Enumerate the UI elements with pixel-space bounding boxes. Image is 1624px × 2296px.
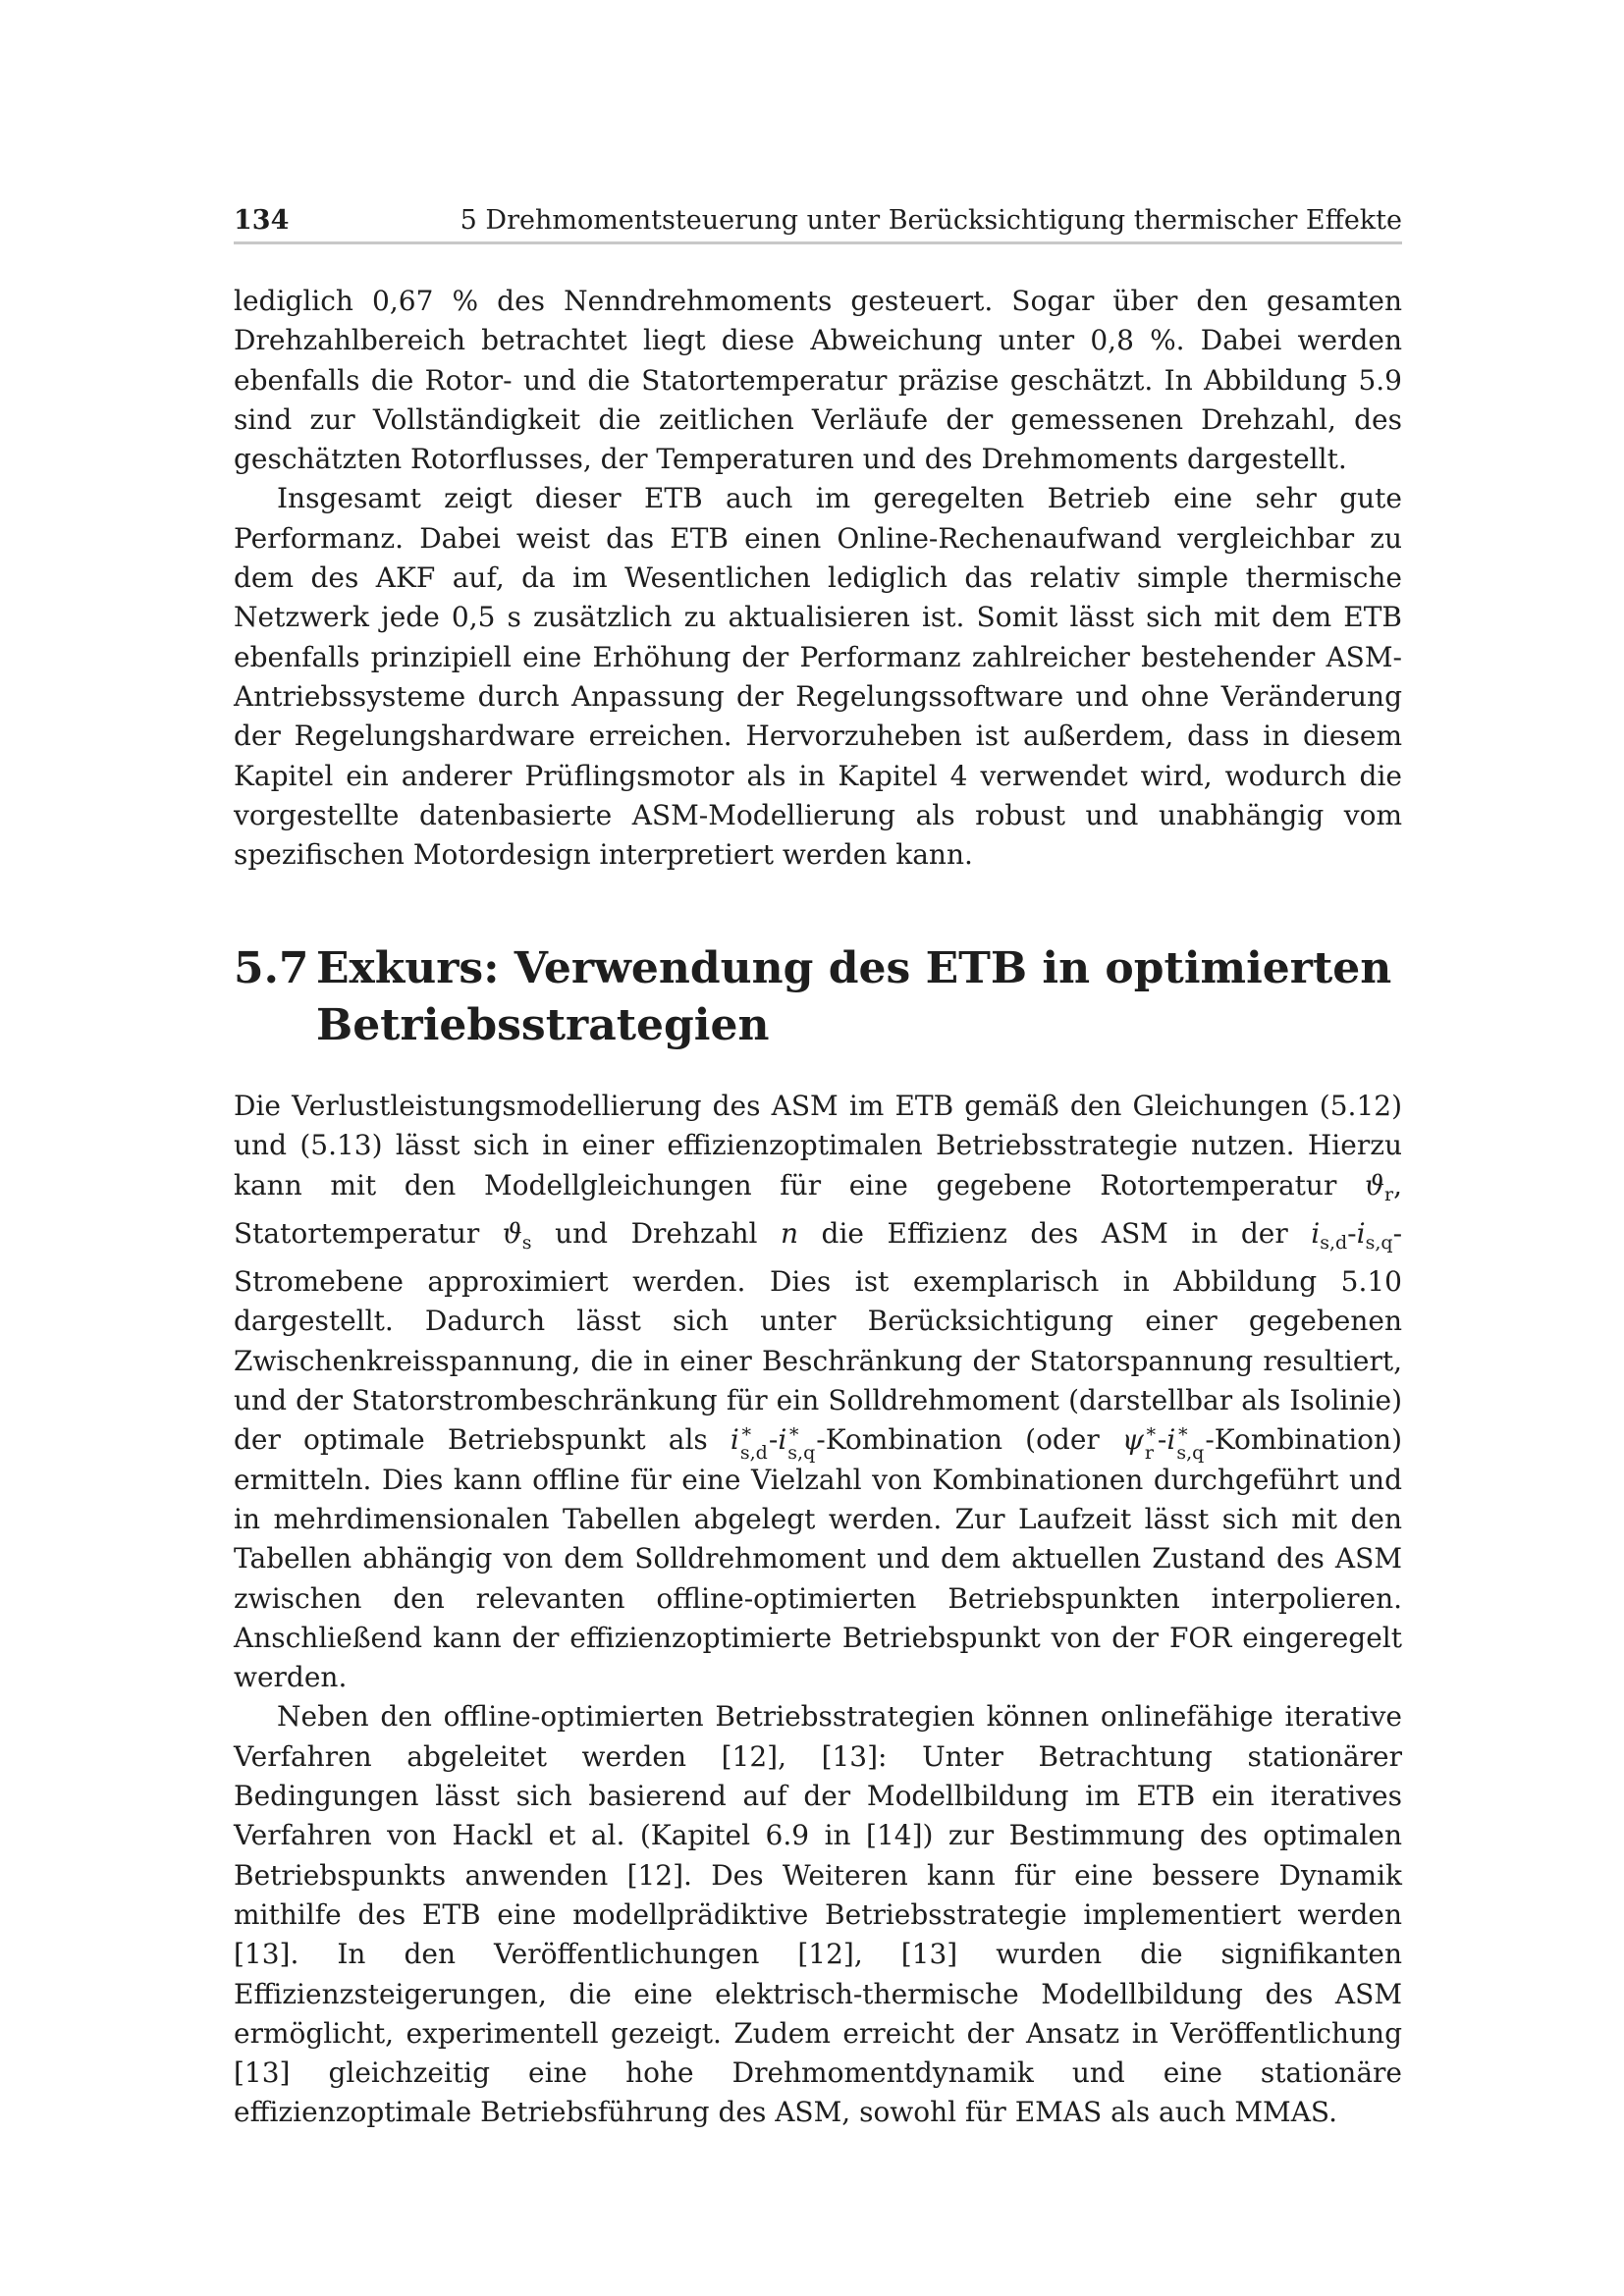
section-number: 5.7 — [234, 943, 309, 993]
page-number: 134 — [234, 205, 290, 236]
text-block-upper — [234, 282, 1402, 875]
running-header — [234, 190, 1402, 244]
text-block-lower — [234, 1087, 1402, 2133]
section-heading — [234, 940, 1402, 1054]
section-title: Exkurs: Verwendung des ETB in optimierten Betriebsstrategien — [316, 943, 1392, 1050]
paragraph-3: Die Verlustleistungsmodellierung des ASM im ETB gemäß den Gleichungen (5.12) und (5.13) lässt sich in einer effizienzoptimalen Betriebsstrategie nutzen. Hierzu kann mit den Modellgleichungen für eine gegebene Rotortemperatur $ϑ_r$, Statortemperatur $ϑ_s$ und Drehzahl n die Effizienz des ASM in der $i_{s,d}-i_{s,q}$-Stromebene approximiert werden. Dies ist exemplarisch in Abbildung 5.10 dargestellt. Dadurch lässt sich unter Berücksichtigung einer gegebenen Zwischenkreisspannung, die in einer Beschränkung der Statorspannung resultiert, und der Statorstrombeschränkung für ein Solldrehmoment (darstellbar als Isolinie) der optimale Betriebspunkt als i ∗ s,d -i ∗ s,q -Kombination (oder ψ ∗ r -i ∗ s,q -Kombination) ermitteln. Dies kann offline für eine Vielzahl von Kombinationen durchgeführt und in mehrdimensionalen Tabellen abgelegt werden. Zur Laufzeit lässt sich mit den Tabellen abhängig von dem Solldrehmoment und dem aktuellen Zustand des ASM zwischen den relevanten offline-optimierten Betriebspunkten interpolieren. Anschließend kann der effizienzoptimierte Betriebspunkt von der FOR eingeregelt werden. — [234, 1090, 1403, 1694]
book-page — [234, 0, 1402, 2296]
chapter-title: 5 Drehmomentsteuerung unter Berücksichtigung thermischer Effekte — [460, 205, 1402, 236]
paragraph-1: lediglich 0,67 % des Nenndrehmoments gesteuert. Sogar über den gesamten Drehzahlbereich betrachtet liegt diese Abweichung unter 0,8 %. Dabei werden ebenfalls die Rotor- und die Statortemperatur präzise geschätzt. In Abbildung 5.9 sind zur Vollständigkeit die zeitlichen Verläufe der gemessenen Drehzahl, des geschätzten Rotorflusses, der Temperaturen und des Drehmoments dargestellt. — [234, 285, 1402, 476]
paragraph-4: Neben den offline-optimierten Betriebsstrategien können onlinefähige iterative Verfahren abgeleitet werden [12], [13]: Unter Betrachtung stationärer Bedingungen lässt sich basierend auf der Modellbildung im ETB ein iteratives Verfahren von Hackl et al. (Kapitel 6.9 in [14]) zur Bestimmung des optimalen Betriebspunkts anwenden [12]. Des Weiteren kann für eine bessere Dynamik mithilfe des ETB eine modellprädiktive Betriebsstrategie implementiert werden [13]. In den Veröffentlichungen [12], [13] wurden die signifikanten Effizienzsteigerungen, die eine elektrisch-thermische Modellbildung des ASM ermöglicht, experimentell gezeigt. Zudem erreicht der Ansatz in Veröffentlichung [13] gleichzeitig eine hohe Drehmomentdynamik und eine stationäre effizienzoptimale Betriebsführung des ASM, sowohl für EMAS als auch MMAS. — [234, 1700, 1402, 2129]
paragraph-2: Insgesamt zeigt dieser ETB auch im geregelten Betrieb eine sehr gute Performanz. Dabei weist das ETB einen Online-Rechenaufwand vergleichbar zu dem des AKF auf, da im Wesentlichen lediglich das relativ simple thermische Netzwerk jede 0,5 s zusätzlich zu aktualisieren ist. Somit lässt sich mit dem ETB ebenfalls prinzipiell eine Erhöhung der Performanz zahlreicher bestehender ASM-Antriebssysteme durch Anpassung der Regelungssoftware und ohne Veränderung der Regelungshardware erreichen. Hervorzuheben ist außerdem, dass in diesem Kapitel ein anderer Prüflingsmotor als in Kapitel 4 verwendet wird, wodurch die vorgestellte datenbasierte ASM-Modellierung als robust und unabhängig vom spezifischen Motordesign interpretiert werden kann. — [234, 482, 1402, 872]
